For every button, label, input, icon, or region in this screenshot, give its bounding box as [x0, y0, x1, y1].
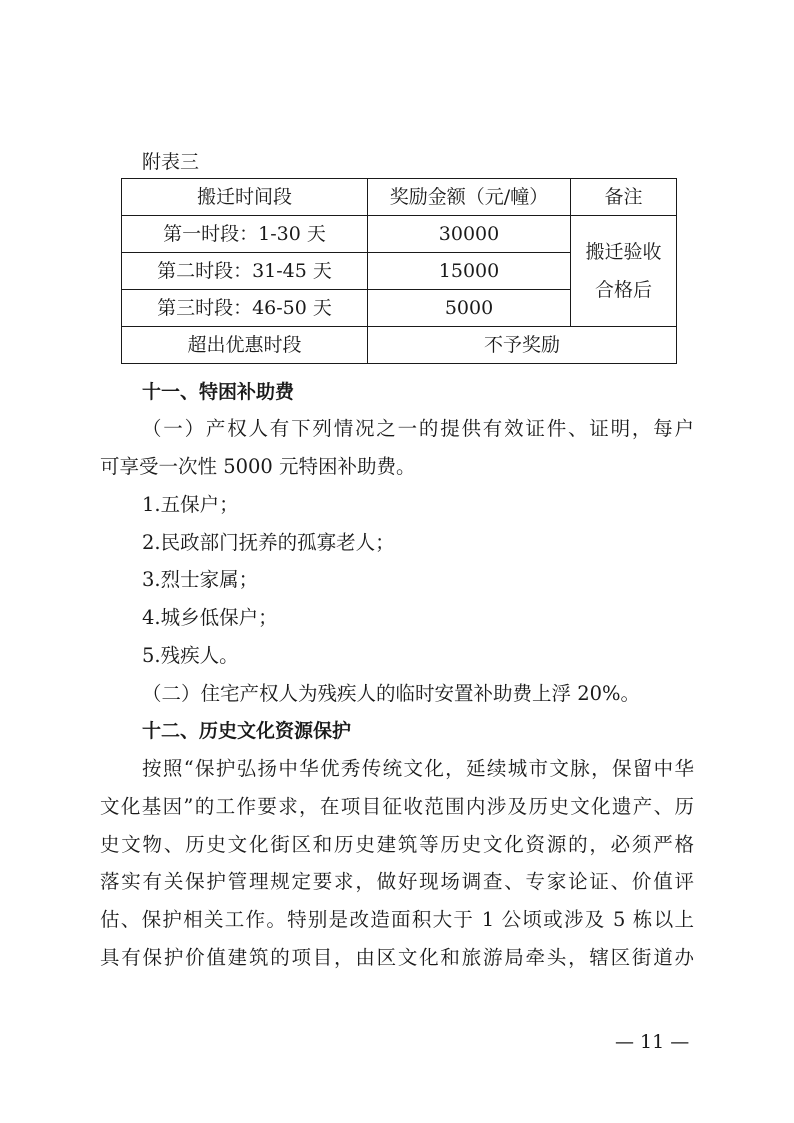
list-item: 3.烈士家属；	[142, 568, 259, 591]
period-cell: 第二时段：31-45 天	[122, 253, 368, 290]
paragraph-line: 史文物、历史文化街区和历史建筑等历史文化资源的，必须严格	[100, 833, 694, 856]
list-item: 5.残疾人。	[142, 644, 239, 667]
note-cell	[571, 216, 677, 327]
reward-table	[121, 178, 677, 364]
note-line: 搬迁验收	[585, 241, 662, 263]
amount-cell: 5000	[368, 290, 571, 327]
paragraph-line: （二）住宅产权人为残疾人的临时安置补助费上浮 20%。	[142, 682, 641, 705]
amount-cell: 不予奖励	[368, 327, 677, 364]
table-caption: 附表三	[142, 151, 200, 173]
list-item: 4.城乡低保户；	[142, 606, 278, 629]
paragraph-line: 落实有关保护管理规定要求，做好现场调查、专家论证、价值评	[100, 870, 694, 893]
table-row	[122, 327, 677, 364]
paragraph-line: （一）产权人有下列情况之一的提供有效证件、证明，每户	[142, 417, 694, 440]
section-heading: 十二、历史文化资源保护	[142, 720, 352, 742]
paragraph-line: 按照“保护弘扬中华优秀传统文化，延续城市文脉，保留中华	[142, 757, 694, 780]
paragraph-line: 文化基因”的工作要求，在项目征收范围内涉及历史文化遗产、历	[100, 795, 694, 818]
period-cell: 超出优惠时段	[122, 327, 368, 364]
period-cell: 第一时段：1-30 天	[122, 216, 368, 253]
header-cell: 搬迁时间段	[122, 179, 368, 216]
paragraph-line: 具有保护价值建筑的项目，由区文化和旅游局牵头，辖区街道办	[100, 946, 694, 969]
list-item: 2.民政部门抚养的孤寡老人；	[142, 531, 395, 554]
section-heading: 十一、特困补助费	[142, 381, 295, 403]
list-item: 1.五保户；	[142, 493, 239, 516]
period-cell: 第三时段：46-50 天	[122, 290, 368, 327]
table-row	[122, 216, 677, 253]
header-cell: 备注	[571, 179, 677, 216]
paragraph-line: 估、保护相关工作。特别是改造面积大于 1 公顷或涉及 5 栋以上	[100, 908, 694, 931]
amount-cell: 30000	[368, 216, 571, 253]
paragraph-line: 可享受一次性 5000 元特困补助费。	[100, 455, 416, 478]
amount-cell: 15000	[368, 253, 571, 290]
note-line: 合格后	[594, 279, 652, 301]
page-number: — 11 —	[615, 1031, 690, 1053]
header-cell: 奖励金额（元/幢）	[368, 179, 571, 216]
table-header-row	[122, 179, 677, 216]
